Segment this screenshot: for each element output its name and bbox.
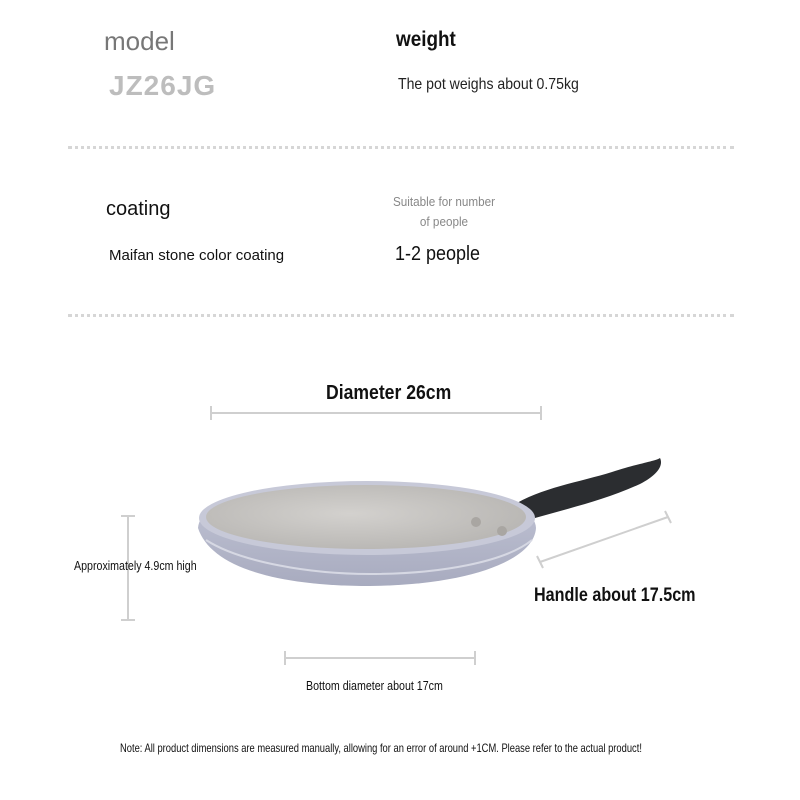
measurement-note: Note: All product dimensions are measured manually, allowing for an error of around +1CM. Please refer to the actual product! — [120, 741, 642, 755]
diameter-dimension-line — [211, 406, 541, 420]
handle-dimension-line — [537, 511, 671, 568]
handle-length-label: Handle about 17.5cm — [534, 585, 696, 606]
bottom-diameter-dimension-line — [285, 651, 475, 665]
pan-body — [198, 481, 536, 586]
coating-value: Maifan stone color coating — [109, 247, 285, 264]
people-value: 1-2 people — [395, 243, 481, 265]
height-label: Approximately 4.9cm high — [74, 558, 197, 573]
model-label: model — [104, 26, 175, 56]
diameter-label: Diameter 26cm — [326, 382, 452, 404]
bottom-diameter-label: Bottom diameter about 17cm — [306, 678, 443, 693]
people-label: Suitable for number of people — [392, 194, 496, 229]
coating-label: coating — [106, 198, 171, 220]
model-value: JZ26JG — [109, 70, 217, 101]
weight-value: The pot weighs about 0.75kg — [398, 76, 579, 93]
weight-label: weight — [396, 28, 456, 51]
